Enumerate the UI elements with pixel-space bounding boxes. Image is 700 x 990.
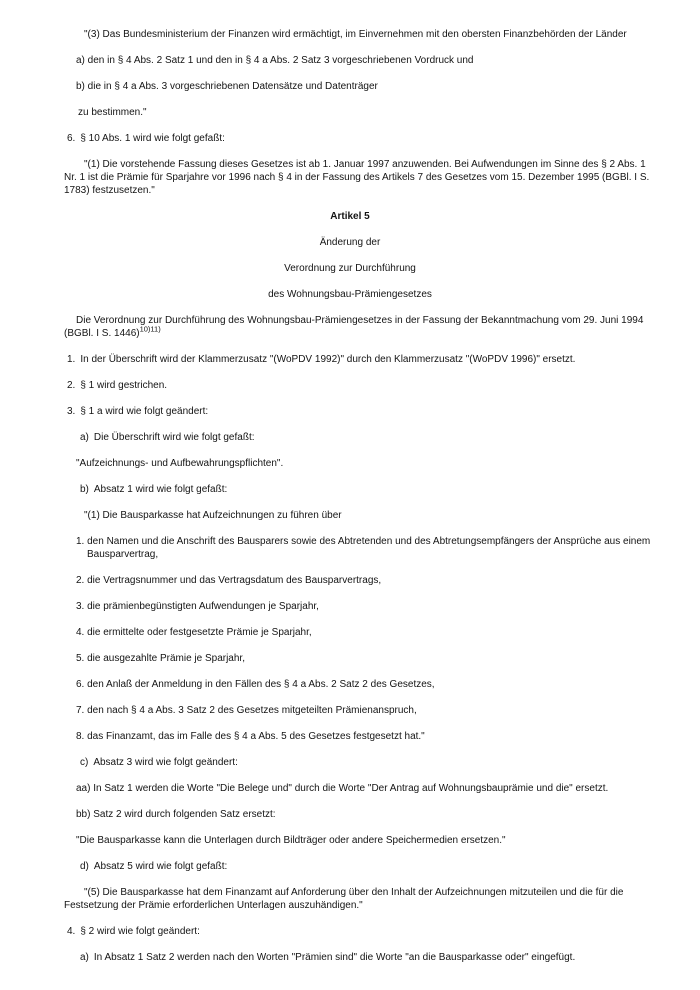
quoted-line: "Aufzeichnungs- und Aufbewahrungspflichten". xyxy=(76,458,284,469)
sub-list-item-3: 3. die prämienbegünstigten Aufwendungen je Sparjahr, xyxy=(76,601,319,612)
heading-artikel-5: Artikel 5 xyxy=(330,211,370,222)
footnote-refs: 10)11) xyxy=(139,324,161,334)
list-item-3: 3. § 1 a wird wie folgt geändert: xyxy=(67,406,209,417)
sub-list-item-8: 8. das Finanzamt, das im Falle des § 4 a Abs. 5 des Gesetzes festgesetzt hat." xyxy=(76,731,425,742)
quote-closing: zu bestimmen." xyxy=(78,107,147,118)
sub-sub-item-bb: bb) Satz 2 wird durch folgenden Satz ersetzt: xyxy=(76,809,276,820)
list-item-a: a) den in § 4 Abs. 2 Satz 1 und den in § 4 a Abs. 2 Satz 3 vorgeschriebenen Vordruck und xyxy=(76,55,474,66)
quoted-passage: "(1) Die vorstehende Fassung dieses Gesetzes ist ab 1. Januar 1997 anzuwenden. Bei Aufwendungen im Sinne des § 2 Abs. 1 Nr. 1 ist die Prämie für Sparjahre vor 1996 nach § 4 in der Fassung des Artikels 7 des Gesetzes vom 15. Dezember 1995 (BGBl. I S. 1783) festzusetzen." xyxy=(64,159,650,196)
intro-text: Die Verordnung zur Durchführung des Wohnungsbau-Prämiengesetzes in der Fassung der Bekanntmachung vom 29. Juni 1994 (BGBl. I S. 1446) xyxy=(64,315,644,339)
sub-list-item-7: 7. den nach § 4 a Abs. 3 Satz 2 des Gesetzes mitgeteilten Prämienanspruch, xyxy=(76,705,417,716)
list-item-2: 2. § 1 wird gestrichen. xyxy=(67,380,168,391)
list-item-4: 4. § 2 wird wie folgt geändert: xyxy=(67,926,200,937)
sub-item-b: b) Absatz 1 wird wie folgt gefaßt: xyxy=(80,484,228,495)
sub-item-a2: a) In Absatz 1 Satz 2 werden nach den Worten "Prämien sind" die Worte "an die Bausparkasse oder" eingefügt. xyxy=(80,952,576,963)
intro-paragraph xyxy=(64,314,660,340)
list-item-1: 1. In der Überschrift wird der Klammerzusatz "(WoPDV 1992)" durch den Klammerzusatz "(WoPDV 1996)" ersetzt. xyxy=(67,354,576,365)
sub-list-item-6: 6. den Anlaß der Anmeldung in den Fällen des § 4 a Abs. 2 Satz 2 des Gesetzes, xyxy=(76,679,435,690)
sub-list-item-5: 5. die ausgezahlte Prämie je Sparjahr, xyxy=(76,653,245,664)
quoted-passage: "(3) Das Bundesministerium der Finanzen wird ermächtigt, im Einvernehmen mit den obersten Finanzbehörden der Länder xyxy=(84,29,627,40)
list-item-6: 6. § 10 Abs. 1 wird wie folgt gefaßt: xyxy=(67,133,225,144)
sub-item-a: a) Die Überschrift wird wie folgt gefaßt: xyxy=(80,432,255,443)
list-item-b: b) die in § 4 a Abs. 3 vorgeschriebenen Datensätze und Datenträger xyxy=(76,81,378,92)
heading-line: Änderung der xyxy=(319,237,381,248)
sub-list-item-1: 1. den Namen und die Anschrift des Bausparers sowie des Abtretenden und des Abtretungsempfängers der Ansprüche aus einem Bausparvertrag, xyxy=(76,536,651,560)
heading-line: des Wohnungsbau-Prämiengesetzes xyxy=(268,289,432,300)
sub-list-item-2: 2. die Vertragsnummer und das Vertragsdatum des Bausparvertrags, xyxy=(76,575,382,586)
sub-sub-item-aa: aa) In Satz 1 werden die Worte "Die Belege und" durch die Worte "Der Antrag auf Wohnungsbauprämie und die" ersetzt. xyxy=(76,783,609,794)
quoted-passage: "(5) Die Bausparkasse hat dem Finanzamt auf Anforderung über den Inhalt der Aufzeichnungen mitzuteilen und die für die Festsetzung der Prämie erforderlichen Unterlagen auszuhändigen." xyxy=(64,887,624,911)
quoted-passage: "(1) Die Bausparkasse hat Aufzeichnungen zu führen über xyxy=(84,510,342,521)
quoted-line: "Die Bausparkasse kann die Unterlagen durch Bildträger oder andere Speichermedien ersetzen." xyxy=(76,835,506,846)
sub-item-c: c) Absatz 3 wird wie folgt geändert: xyxy=(80,757,238,768)
heading-line: Verordnung zur Durchführung xyxy=(284,263,416,274)
sub-list-item-4: 4. die ermittelte oder festgesetzte Prämie je Sparjahr, xyxy=(76,627,312,638)
sub-item-d: d) Absatz 5 wird wie folgt gefaßt: xyxy=(80,861,228,872)
